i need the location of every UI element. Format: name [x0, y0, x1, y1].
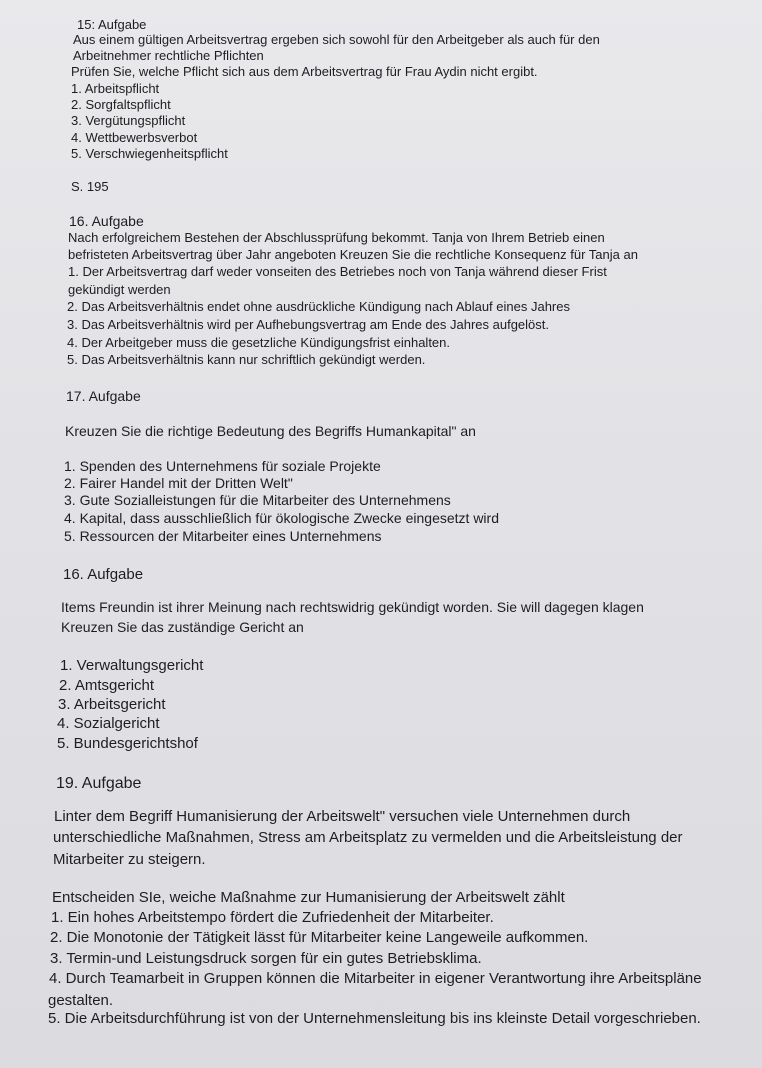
answer-option: 5. Das Arbeitsverhältnis kann nur schriftlich gekündigt werden.	[67, 352, 426, 367]
answer-option: 2. Fairer Handel mit der Dritten Welt"	[64, 475, 293, 491]
answer-option: 3. Arbeitsgericht	[58, 696, 166, 713]
answer-option: 2. Das Arbeitsverhältnis endet ohne ausdrückliche Kündigung nach Ablauf eines Jahres	[67, 299, 570, 314]
answer-option: 3. Gute Sozialleistungen für die Mitarbeiter des Unternehmens	[64, 492, 451, 508]
task-question: Entscheiden SIe, weiche Maßnahme zur Humanisierung der Arbeitswelt zählt	[52, 889, 565, 906]
answer-option: 5. Verschwiegenheitspflicht	[71, 146, 228, 161]
task-intro-line: Items Freundin ist ihrer Meinung nach rechtswidrig gekündigt worden. Sie will dagegen klagen	[61, 599, 644, 615]
task-heading: 17. Aufgabe	[66, 388, 141, 404]
answer-option: 2. Die Monotonie der Tätigkeit lässt für Mitarbeiter keine Langeweile aufkommen.	[50, 929, 589, 946]
task-intro-line: unterschiedliche Maßnahmen, Stress am Arbeitsplatz zu vermelden und die Arbeitsleistung der	[53, 829, 683, 846]
answer-option: 4. Sozialgericht	[57, 715, 160, 732]
page-reference: S. 195	[71, 179, 109, 194]
task-intro-line: Mitarbeiter zu steigern.	[53, 851, 206, 868]
answer-option: 2. Amtsgericht	[59, 677, 155, 694]
answer-option: 1. Ein hohes Arbeitstempo fördert die Zufriedenheit der Mitarbeiter.	[51, 909, 494, 926]
answer-option: 3. Vergütungspflicht	[71, 113, 186, 128]
task-intro-line: Kreuzen Sie das zuständige Gericht an	[61, 619, 304, 635]
task-intro-line: Prüfen Sie, welche Pflicht sich aus dem Arbeitsvertrag für Frau Aydin nicht ergibt.	[71, 64, 538, 79]
task-intro-line: Kreuzen Sie die richtige Bedeutung des Begriffs Humankapital" an	[65, 423, 476, 439]
answer-option: 3. Das Arbeitsverhältnis wird per Aufhebungsvertrag am Ende des Jahres aufgelöst.	[67, 317, 549, 332]
answer-option: gestalten.	[48, 992, 114, 1009]
answer-option: 1. Spenden des Unternehmens für soziale Projekte	[64, 458, 381, 474]
task-intro-line: Aus einem gültigen Arbeitsvertrag ergeben sich sowohl für den Arbeitgeber als auch für den	[73, 32, 600, 47]
task-heading: 16. Aufgabe	[63, 566, 144, 583]
task-intro-line: Arbeitnehmer rechtliche Pflichten	[73, 48, 264, 63]
answer-option: 5. Die Arbeitsdurchführung ist von der Unternehmensleitung bis ins kleinste Detail vorgeschrieben.	[48, 1010, 701, 1027]
answer-option: 4. Kapital, dass ausschließlich für ökologische Zwecke eingesetzt wird	[64, 510, 499, 526]
answer-option: 4. Durch Teamarbeit in Gruppen können die Mitarbeiter in eigener Verantwortung ihre Arbeitspläne	[49, 970, 702, 987]
task-heading: 16. Aufgabe	[69, 213, 144, 229]
answer-option: 4. Der Arbeitgeber muss die gesetzliche Kündigungsfrist einhalten.	[67, 335, 450, 350]
task-heading: 19. Aufgabe	[56, 775, 142, 792]
answer-option: 1. Verwaltungsgericht	[60, 657, 204, 674]
answer-option: 1. Der Arbeitsvertrag darf weder vonseiten des Betriebes noch von Tanja während dieser Frist	[68, 264, 607, 279]
task-intro-line: befristeten Arbeitsvertrag über Jahr angeboten Kreuzen Sie die rechtliche Konsequenz für Tanja an	[68, 247, 638, 262]
answer-option: 1. Arbeitspflicht	[71, 81, 160, 96]
answer-option: 4. Wettbewerbsverbot	[71, 130, 198, 145]
task-intro-line: Nach erfolgreichem Bestehen der Abschlussprüfung bekommt. Tanja von Ihrem Betrieb einen	[68, 230, 605, 245]
task-intro-line: Linter dem Begriff Humanisierung der Arbeitswelt" versuchen viele Unternehmen durch	[54, 808, 631, 825]
answer-option: 2. Sorgfaltspflicht	[71, 97, 171, 112]
answer-option: 3. Termin-und Leistungsdruck sorgen für ein gutes Betriebsklima.	[50, 950, 482, 967]
answer-option: 5. Ressourcen der Mitarbeiter eines Unternehmens	[64, 528, 382, 544]
task-heading: 15: Aufgabe	[77, 17, 147, 32]
answer-option: 5. Bundesgerichtshof	[57, 735, 198, 752]
answer-option: gekündigt werden	[68, 282, 171, 297]
